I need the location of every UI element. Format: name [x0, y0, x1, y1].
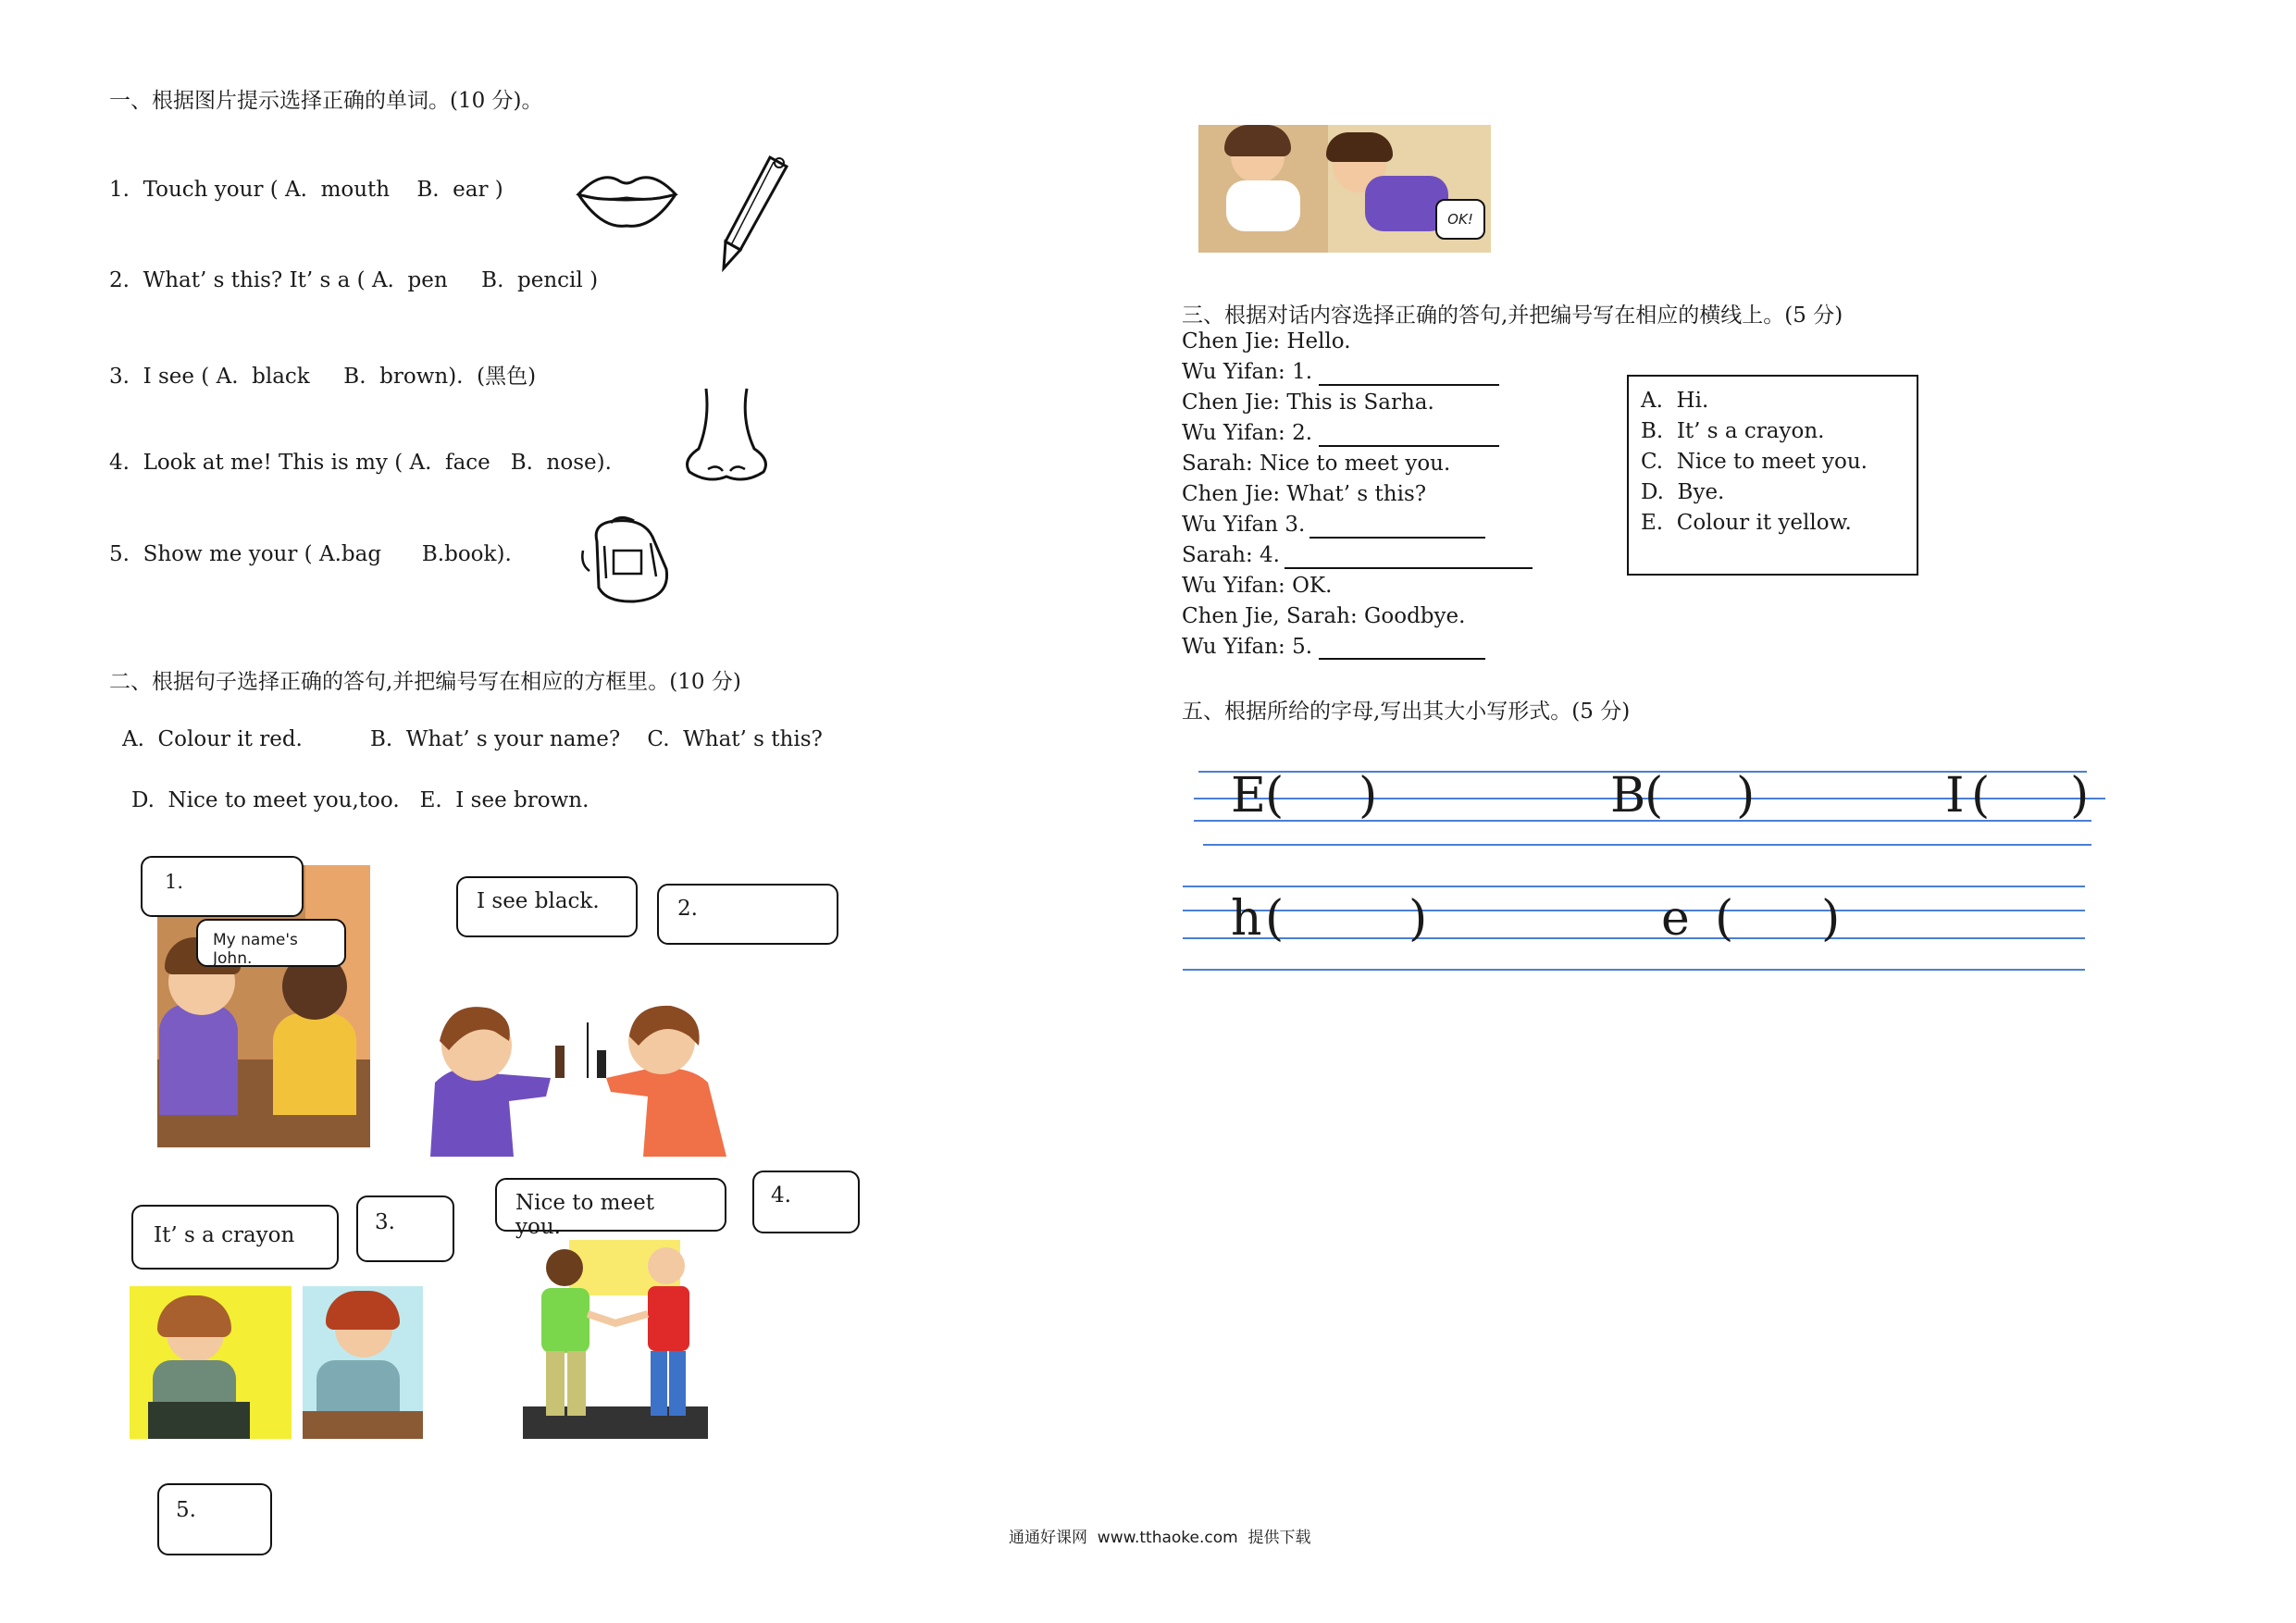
dialogue-line-6: Chen Jie: What’ s this?	[1182, 482, 1427, 506]
girl-answer-image	[303, 1286, 423, 1439]
speech-bubble-1: 1.	[141, 856, 304, 917]
question-3: 3. I see ( A. black B. brown). (黑色)	[109, 365, 537, 389]
speech-bubble-nice: Nice to meet you.	[495, 1178, 726, 1232]
answer-line-2[interactable]	[1319, 445, 1499, 447]
ruled-line	[1203, 844, 2091, 846]
option-a: A. Hi.	[1641, 389, 1709, 413]
answer-line-3[interactable]	[1309, 537, 1485, 539]
speech-bubble-crayon: It’ s a crayon	[131, 1205, 339, 1270]
open-paren: (	[1644, 768, 1664, 824]
speech-bubble-3: 3.	[356, 1196, 454, 1262]
speech-bubble-5: 5.	[157, 1483, 272, 1555]
section3-title: 三、根据对话内容选择正确的答句,并把编号写在相应的横线上。(5 分)	[1182, 304, 1843, 328]
open-paren: (	[1265, 768, 1285, 824]
dialogue-line-3: Chen Jie: This is Sarha.	[1182, 390, 1434, 415]
letter-I: I	[1945, 768, 1965, 824]
question-4: 4. Look at me! This is my ( A. face B. nose).	[109, 451, 612, 475]
nose-image	[680, 384, 773, 486]
question-1: 1. Touch your ( A. mouth B. ear )	[109, 178, 503, 202]
page-footer: 通通好课网 www.tthaoke.com 提供下载	[1009, 1529, 1311, 1547]
dialogue-line-1: Chen Jie: Hello.	[1182, 329, 1351, 353]
girl-crayon-image	[130, 1286, 292, 1439]
mouth-image	[574, 165, 680, 229]
section2-title: 二、根据句子选择正确的答句,并把编号写在相应的方框里。(10 分)	[109, 670, 741, 694]
speech-bubble-2: 2.	[657, 884, 838, 945]
pencil-image	[713, 153, 796, 273]
boys-drawing-image	[1198, 125, 1491, 253]
answer-line-1[interactable]	[1319, 384, 1499, 386]
letter-E: E	[1231, 768, 1266, 824]
ruled-line	[1183, 886, 2085, 887]
ruled-line	[1183, 937, 2085, 939]
bag-image	[578, 514, 680, 606]
speech-bubble-see-black: I see black.	[456, 876, 638, 937]
ruled-line	[1183, 910, 2085, 911]
close-paren: )	[1409, 891, 1428, 947]
question-2: 2. What’ s this? It’ s a ( A. pen B. pencil )	[109, 268, 599, 292]
close-paren: )	[1736, 768, 1756, 824]
section1-title: 一、根据图片提示选择正确的单词。(10 分)。	[109, 89, 543, 113]
handshake-image	[523, 1240, 708, 1439]
option-e: E. Colour it yellow.	[1641, 511, 1852, 535]
option-c: C. Nice to meet you.	[1641, 450, 1868, 474]
dialogue-line-2: Wu Yifan: 1.	[1182, 360, 1313, 384]
close-paren: )	[1821, 891, 1841, 947]
dialogue-line-11: Wu Yifan: 5.	[1182, 635, 1313, 659]
open-paren: (	[1971, 768, 1991, 824]
dialogue-line-10: Chen Jie, Sarah: Goodbye.	[1182, 604, 1466, 628]
letter-B: B	[1610, 768, 1646, 824]
ok-speech-bubble: OK!	[1435, 199, 1485, 240]
open-paren: (	[1715, 891, 1734, 947]
kids-crayons-image	[421, 995, 745, 1157]
speech-bubble-name: My name's John.	[196, 919, 346, 967]
answer-line-5[interactable]	[1319, 658, 1485, 660]
question-5: 5. Show me your ( A.bag B.book).	[109, 542, 512, 566]
answer-line-4[interactable]	[1285, 567, 1533, 569]
dialogue-line-4: Wu Yifan: 2.	[1182, 421, 1313, 445]
option-d: D. Bye.	[1641, 480, 1725, 504]
dialogue-line-9: Wu Yifan: OK.	[1182, 574, 1333, 598]
dialogue-line-8: Sarah: 4.	[1182, 543, 1280, 567]
section2-options-row2: D. Nice to meet you,too. E. I see brown.	[131, 788, 590, 812]
letter-e: e	[1661, 891, 1690, 947]
dialogue-line-7: Wu Yifan 3.	[1182, 513, 1306, 537]
open-paren: (	[1265, 891, 1285, 947]
close-paren: )	[1359, 768, 1378, 824]
section5-title: 五、根据所给的字母,写出其大小写形式。(5 分)	[1182, 700, 1631, 724]
dialogue-line-5: Sarah: Nice to meet you.	[1182, 452, 1451, 476]
section2-options-row1: A. Colour it red. B. What’ s your name? C. What’ s this?	[122, 727, 823, 751]
ruled-line	[1183, 969, 2085, 971]
option-b: B. It’ s a crayon.	[1641, 419, 1825, 443]
close-paren: )	[2070, 768, 2090, 824]
letter-h: h	[1231, 891, 1262, 947]
speech-bubble-4: 4.	[752, 1171, 860, 1233]
